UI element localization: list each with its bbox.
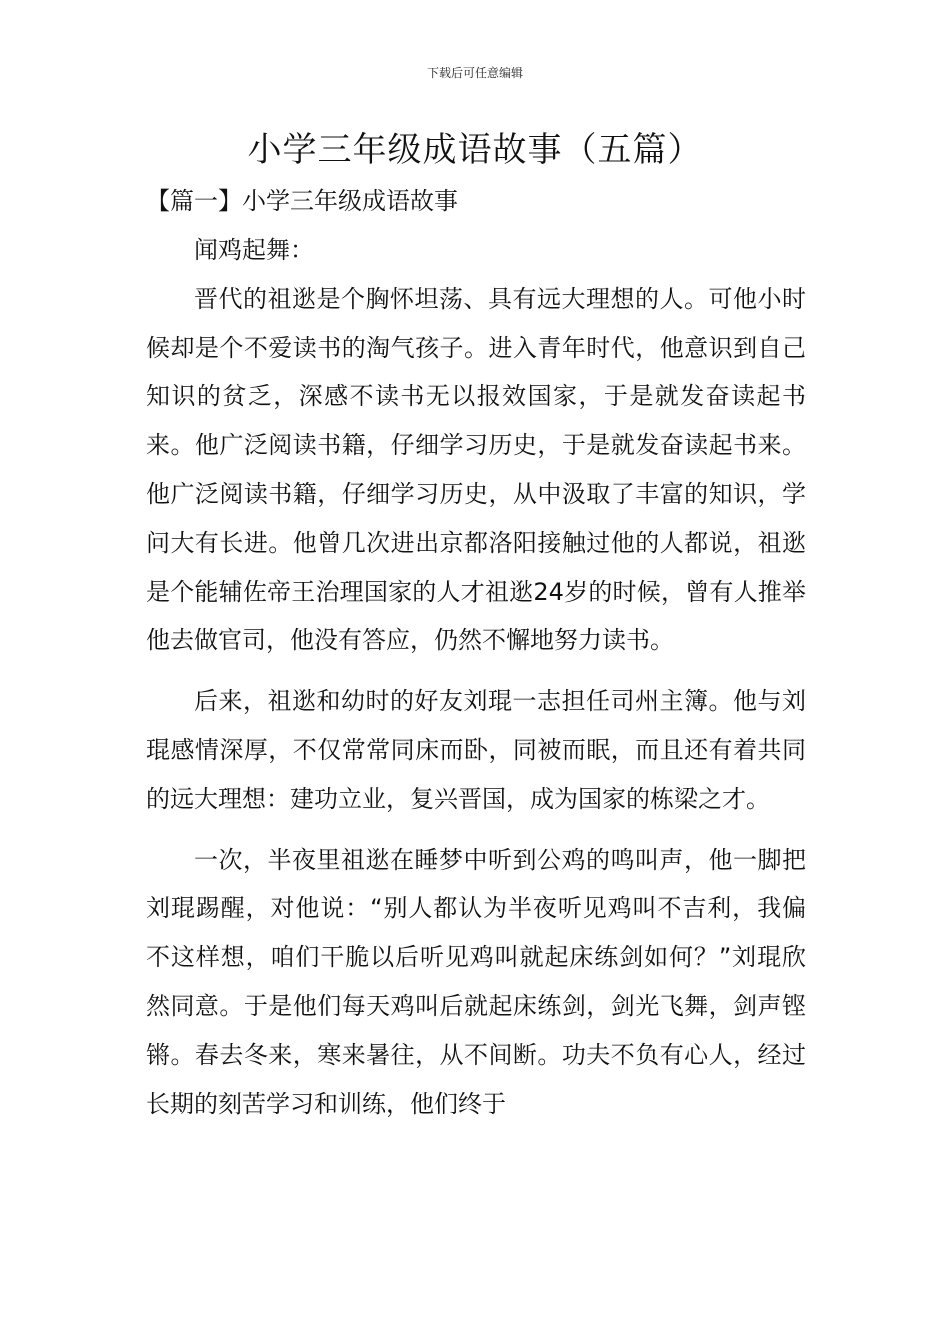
document-title: 小学三年级成语故事（五篇） [247,130,703,170]
paragraph: 一次，半夜里祖逖在睡梦中听到公鸡的鸣叫声，他一脚把刘琨踢醒，对他说：“别人都认为半夜听见鸡叫不吉利，我偏不这样想，咱们干脆以后听见鸡叫就起床练剑如何？”刘琨欣然同意。于是他们每天鸡叫后就起床练剑，剑光飞舞，剑声铿锵。春去冬来，寒来暑往，从不间断。功夫不负有心人，经过长期的刻苦学习和训练，他们终于 [146,845,806,1118]
document-body [146,226,806,1128]
paragraph: 晋代的祖逖是个胸怀坦荡、具有远大理想的人。可他小时候却是个不爱读书的淘气孩子。进入青年时代，他意识到自己知识的贫乏，深感不读书无以报效国家，于是就发奋读起书来。他广泛阅读书籍，仔细学习历史，于是就发奋读起书来。他广泛阅读书籍，仔细学习历史，从中汲取了丰富的知识，学问大有长进。他曾几次进出京都洛阳接触过他的人都说，祖逖是个能辅佐帝王治理国家的人才祖逖24岁的时候，曾有人推举他去做官司，他没有答应，仍然不懈地努力读书。 [146,284,806,655]
section-heading: 【篇一】小学三年级成语故事 [146,187,458,215]
paragraph: 后来，祖逖和幼时的好友刘琨一志担任司州主簿。他与刘琨感情深厚，不仅常常同床而卧，同被而眠，而且还有着共同的远大理想：建功立业，复兴晋国，成为国家的栋梁之才。 [146,687,806,813]
header-note: 下载后可任意编辑 [426,66,523,80]
story-subtitle: 闻鸡起舞： [194,236,314,264]
